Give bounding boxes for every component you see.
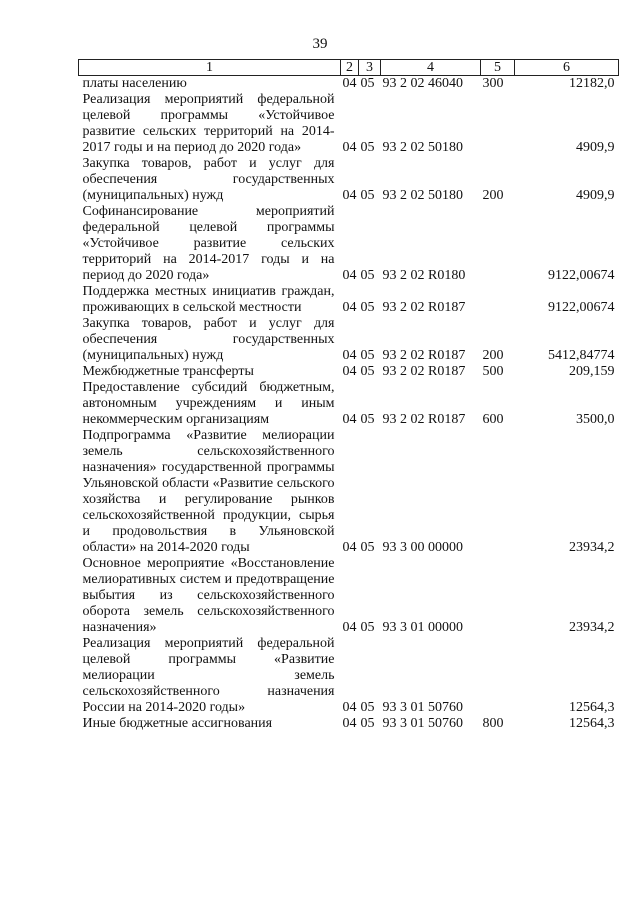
row-target-code: 93 2 02 R0187 bbox=[382, 364, 466, 379]
row-section: 04 bbox=[342, 412, 357, 427]
row-subsection: 05 bbox=[360, 76, 375, 91]
table-row bbox=[79, 204, 619, 284]
table-row bbox=[79, 636, 619, 716]
row-target-code: 93 2 02 R0187 bbox=[382, 412, 466, 427]
row-subsection: 05 bbox=[360, 300, 375, 315]
table-row bbox=[79, 92, 619, 156]
row-section: 04 bbox=[342, 716, 357, 731]
header-col-2: 2 bbox=[341, 60, 359, 76]
row-section: 04 bbox=[342, 348, 357, 363]
row-subsection: 05 bbox=[360, 364, 375, 379]
row-amount: 12564,3 bbox=[569, 700, 615, 715]
table-row bbox=[79, 716, 619, 732]
row-amount: 3500,0 bbox=[576, 412, 615, 427]
row-expense-type: 600 bbox=[482, 412, 504, 427]
row-expense-type bbox=[481, 284, 515, 316]
table-row bbox=[79, 428, 619, 556]
table-row bbox=[79, 380, 619, 428]
table-row bbox=[79, 76, 619, 93]
row-subsection: 05 bbox=[360, 412, 375, 427]
header-col-6: 6 bbox=[515, 60, 619, 76]
row-subsection: 05 bbox=[360, 268, 375, 283]
row-target-code: 93 2 02 50180 bbox=[382, 188, 463, 203]
header-col-3: 3 bbox=[359, 60, 381, 76]
row-section: 04 bbox=[342, 76, 357, 91]
row-subsection: 05 bbox=[360, 716, 375, 731]
row-expense-type: 200 bbox=[482, 188, 504, 203]
row-name: Предоставление субсидий бюджетным, автономным учреждениям и иным некоммерческим организациям bbox=[82, 380, 335, 427]
row-name: Софинансирование мероприятий федеральной целевой программы «Устойчивое развитие сельских территорий на 2014-2017 годы и на период до 2020 года» bbox=[82, 204, 335, 283]
row-section: 04 bbox=[342, 140, 357, 155]
row-amount: 209,159 bbox=[569, 364, 615, 379]
row-expense-type bbox=[481, 636, 515, 716]
row-amount: 9122,00674 bbox=[548, 268, 615, 283]
row-target-code: 93 3 01 50760 bbox=[382, 700, 463, 715]
row-section: 04 bbox=[342, 300, 357, 315]
row-section: 04 bbox=[342, 540, 357, 555]
row-name: Закупка товаров, работ и услуг для обеспечения государственных (муниципальных) нужд bbox=[82, 156, 335, 203]
row-name: Поддержка местных инициатив граждан, проживающих в сельской местности bbox=[82, 284, 335, 315]
row-expense-type bbox=[481, 92, 515, 156]
row-target-code: 93 2 02 R0187 bbox=[382, 300, 466, 315]
table-row bbox=[79, 556, 619, 636]
table-row bbox=[79, 364, 619, 380]
row-section: 04 bbox=[342, 620, 357, 635]
row-subsection: 05 bbox=[360, 540, 375, 555]
row-name: Основное мероприятие «Восстановление мелиоративных систем и предотвращение выбытия из сельскохозяйственного оборота земель сельскохозяйственного назначения» bbox=[82, 556, 335, 635]
row-amount: 4909,9 bbox=[576, 140, 615, 155]
row-amount: 9122,00674 bbox=[548, 300, 615, 315]
row-expense-type: 500 bbox=[482, 364, 504, 379]
row-subsection: 05 bbox=[360, 620, 375, 635]
row-target-code: 93 2 02 50180 bbox=[382, 140, 463, 155]
row-section: 04 bbox=[342, 364, 357, 379]
row-name: Подпрограмма «Развитие мелиорации земель сельскохозяйственного назначения» государственной программы Ульяновской области «Развитие сельского хозяйства и регулирование рынков сельскохозяйственной продукции, сырья и продовольствия в Ульяновской области» на 2014-2020 годы bbox=[82, 428, 335, 555]
header-col-5: 5 bbox=[481, 60, 515, 76]
row-section: 04 bbox=[342, 268, 357, 283]
row-amount: 12182,0 bbox=[569, 76, 615, 91]
row-expense-type bbox=[481, 556, 515, 636]
row-amount: 4909,9 bbox=[576, 188, 615, 203]
row-target-code: 93 2 02 R0187 bbox=[382, 348, 466, 363]
row-amount: 23934,2 bbox=[569, 540, 615, 555]
row-expense-type bbox=[481, 428, 515, 556]
row-target-code: 93 3 01 00000 bbox=[382, 620, 463, 635]
table-row bbox=[79, 316, 619, 364]
row-amount: 12564,3 bbox=[569, 716, 615, 731]
row-target-code: 93 2 02 R0180 bbox=[382, 268, 466, 283]
row-expense-type: 300 bbox=[482, 76, 504, 91]
header-col-4: 4 bbox=[381, 60, 481, 76]
row-target-code: 93 2 02 46040 bbox=[382, 76, 463, 91]
header-col-1: 1 bbox=[79, 60, 341, 76]
row-expense-type bbox=[481, 204, 515, 284]
row-target-code: 93 3 01 50760 bbox=[382, 716, 463, 731]
row-name: Реализация мероприятий федеральной целевой программы «Устойчивое развитие сельских территорий на 2014-2017 годы и на период до 2020 года» bbox=[82, 92, 335, 155]
row-subsection: 05 bbox=[360, 188, 375, 203]
row-subsection: 05 bbox=[360, 700, 375, 715]
table-row bbox=[79, 156, 619, 204]
row-name: Иные бюджетные ассигнования bbox=[82, 716, 273, 731]
row-expense-type: 800 bbox=[482, 716, 504, 731]
row-amount: 23934,2 bbox=[569, 620, 615, 635]
row-subsection: 05 bbox=[360, 348, 375, 363]
table-row bbox=[79, 284, 619, 316]
row-subsection: 05 bbox=[360, 140, 375, 155]
row-expense-type: 200 bbox=[482, 348, 504, 363]
row-amount: 5412,84774 bbox=[548, 348, 615, 363]
page-number: 39 bbox=[312, 36, 328, 52]
row-section: 04 bbox=[342, 700, 357, 715]
budget-table bbox=[78, 59, 619, 732]
row-name: платы населению bbox=[82, 76, 187, 91]
row-name: Межбюджетные трансферты bbox=[82, 364, 254, 379]
table-body bbox=[79, 76, 619, 733]
row-target-code: 93 3 00 00000 bbox=[382, 540, 463, 555]
row-name: Закупка товаров, работ и услуг для обеспечения государственных (муниципальных) нужд bbox=[82, 316, 335, 363]
row-section: 04 bbox=[342, 188, 357, 203]
table-header bbox=[79, 60, 619, 76]
row-name: Реализация мероприятий федеральной целевой программы «Развитие мелиорации земель сельскохозяйственного назначения России на 2014-2020 годы» bbox=[82, 636, 335, 715]
